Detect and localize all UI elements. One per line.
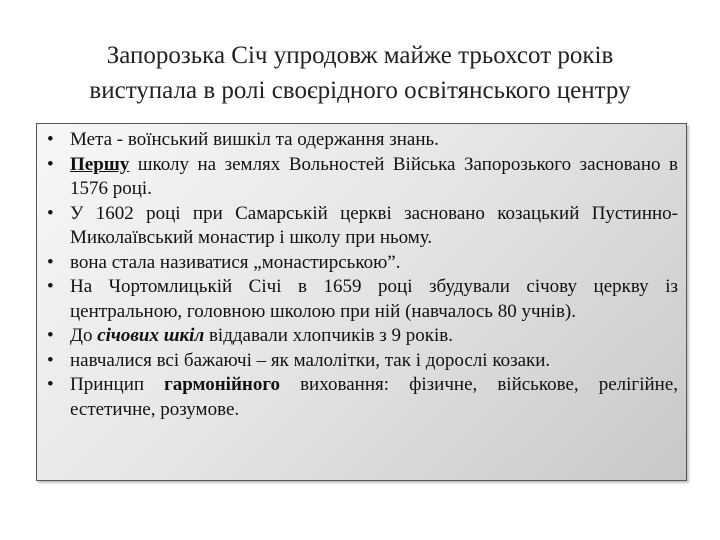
slide-title-line-2: виступала в ролі своєрідного освітянського центру [89, 77, 631, 104]
bullet-text: На Чортомлицькій Січі в 1659 році збудували січову церкву із центральною, головною школою при ній (навчалось 80 учнів). [70, 276, 678, 322]
content-box [36, 123, 687, 481]
bullet-text-before: Принцип [70, 374, 165, 395]
bullet-text-after: віддавали хлопчиків з 9 років. [204, 325, 454, 346]
bullet-marker: • [47, 153, 54, 175]
bullet-text-after: виховання: фізичне, військове, релігійне, естетичне, розумове. [70, 374, 679, 420]
list-item [43, 275, 678, 324]
bullet-marker: • [47, 349, 54, 371]
bullet-marker: • [47, 325, 54, 346]
slide-title-line-1: Запорозька Січ упродовж майже трьохсот років [106, 42, 614, 69]
emphasis-harmonious: гармонійного [164, 374, 281, 395]
bullet-marker: • [47, 129, 54, 150]
list-item [43, 251, 678, 276]
bullet-marker: • [47, 374, 54, 395]
list-item [43, 324, 678, 349]
bullet-text: У 1602 році при Самарській церкві засновано козацький Пустинно-Миколаївський монастир і школу при ньому. [70, 202, 678, 248]
bullet-marker: • [47, 251, 54, 273]
list-item [43, 153, 678, 202]
list-item [43, 202, 678, 251]
bullet-list [43, 128, 678, 422]
bullet-text-before: До [70, 325, 98, 346]
bullet-text: навчалися всі бажаючі – як малолітки, так і дорослі козаки. [70, 349, 551, 371]
list-item [43, 128, 678, 153]
bullet-text: вона стала називатися „монастирською”. [70, 251, 401, 273]
slide-title [30, 38, 690, 108]
bullet-text: Мета - воїнський вишкіл та одержання знань. [70, 129, 439, 150]
bullet-marker: • [47, 276, 54, 297]
bullet-marker: • [47, 202, 54, 224]
list-item [43, 373, 678, 422]
emphasis-first: Першу [70, 153, 130, 175]
bullet-text: школу на землях Вольностей Війська Запорозького засновано в 1576 році. [70, 153, 678, 199]
emphasis-sich-schools: січових шкіл [97, 325, 205, 346]
list-item [43, 349, 678, 374]
